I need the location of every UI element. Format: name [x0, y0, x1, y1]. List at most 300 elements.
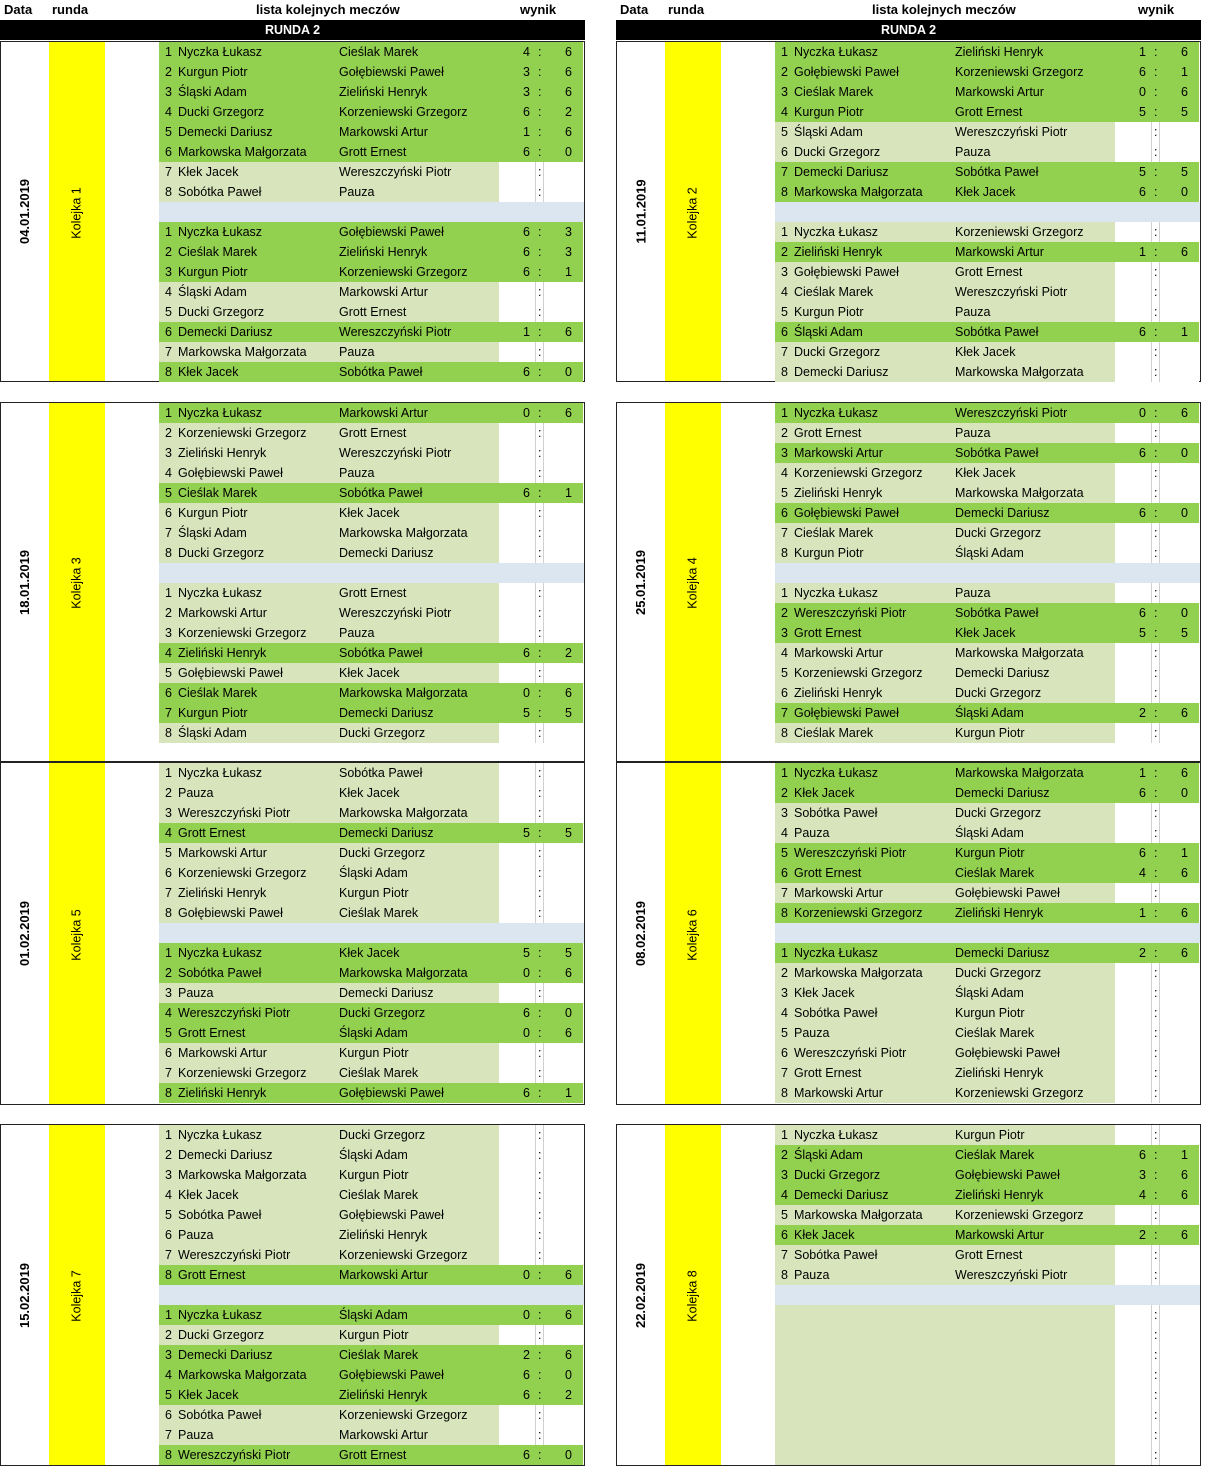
score-home[interactable]: 6 [1139, 606, 1146, 620]
cell-gridline [535, 723, 536, 743]
match-row[interactable] [775, 943, 1200, 963]
match-row[interactable] [775, 322, 1200, 342]
score-home[interactable]: 6 [523, 245, 530, 259]
score-away[interactable]: 1 [1181, 65, 1188, 79]
score-home[interactable]: 0 [1139, 85, 1146, 99]
match-row[interactable] [775, 1063, 1200, 1083]
score-home[interactable]: 3 [1139, 1168, 1146, 1182]
score-away[interactable]: 0 [565, 145, 572, 159]
match-row[interactable] [159, 1003, 584, 1023]
player-home: Kłek Jacek [178, 1188, 239, 1202]
score-away[interactable]: 0 [1181, 185, 1188, 199]
match-row[interactable] [159, 1165, 584, 1185]
score-away[interactable]: 6 [1181, 1188, 1188, 1202]
match-row[interactable] [159, 443, 584, 463]
score-away[interactable]: 2 [565, 1388, 572, 1402]
score-colon: : [1154, 305, 1158, 319]
match-row[interactable] [159, 683, 584, 703]
score-away[interactable]: 5 [565, 826, 572, 840]
match-row[interactable] [775, 82, 1200, 102]
score-away[interactable]: 6 [1181, 245, 1188, 259]
group-separator [775, 1285, 1200, 1305]
cell-gridline [535, 162, 536, 182]
player-away: Markowska Małgorzata [955, 365, 1084, 379]
score-colon: : [538, 586, 542, 600]
score-away[interactable]: 6 [1181, 85, 1188, 99]
score-away[interactable]: 6 [565, 966, 572, 980]
score-away[interactable]: 6 [1181, 766, 1188, 780]
match-row[interactable] [159, 1365, 584, 1385]
score-home[interactable]: 6 [523, 486, 530, 500]
score-home[interactable]: 6 [1139, 506, 1146, 520]
match-row[interactable] [775, 1185, 1200, 1205]
player-away: Śląski Adam [955, 826, 1024, 840]
match-row[interactable] [159, 483, 584, 503]
cell-gridline [543, 603, 544, 623]
player-home: Kłek Jacek [178, 365, 239, 379]
match-row[interactable] [775, 463, 1200, 483]
date-cell [617, 42, 665, 381]
cell-gridline [1151, 643, 1152, 663]
match-number: 3 [165, 626, 172, 640]
match-number: 7 [165, 165, 172, 179]
score-away[interactable]: 0 [565, 1006, 572, 1020]
score-away[interactable]: 3 [565, 245, 572, 259]
match-number: 2 [781, 65, 788, 79]
score-colon: : [538, 1168, 542, 1182]
score-away[interactable]: 6 [565, 65, 572, 79]
match-row[interactable] [159, 1445, 584, 1465]
score-home[interactable]: 6 [523, 145, 530, 159]
score-away[interactable]: 6 [1181, 946, 1188, 960]
score-home[interactable]: 6 [523, 105, 530, 119]
match-row[interactable] [159, 82, 584, 102]
score-away[interactable]: 1 [1181, 846, 1188, 860]
score-home[interactable]: 5 [1139, 165, 1146, 179]
match-row[interactable] [775, 523, 1200, 543]
match-row[interactable] [159, 883, 584, 903]
match-row[interactable] [775, 1165, 1200, 1185]
score-home[interactable]: 5 [523, 946, 530, 960]
match-row[interactable] [775, 222, 1200, 242]
score-home[interactable]: 0 [523, 966, 530, 980]
match-row[interactable] [775, 1083, 1200, 1103]
match-row[interactable] [159, 983, 584, 1003]
score-away[interactable]: 1 [1181, 1148, 1188, 1162]
match-row[interactable] [775, 643, 1200, 663]
match-row[interactable] [775, 583, 1200, 603]
match-row[interactable] [775, 1225, 1200, 1245]
match-row[interactable] [775, 823, 1200, 843]
score-colon: : [1154, 325, 1158, 339]
match-row[interactable] [775, 623, 1200, 643]
match-row[interactable] [775, 683, 1200, 703]
match-row[interactable] [159, 1425, 584, 1445]
match-row[interactable] [159, 1145, 584, 1165]
match-row[interactable] [775, 783, 1200, 803]
match-row[interactable] [159, 943, 584, 963]
score-home[interactable]: 4 [523, 45, 530, 59]
match-row[interactable] [159, 1225, 584, 1245]
match-row[interactable] [159, 423, 584, 443]
match-row[interactable] [159, 763, 584, 783]
match-row[interactable] [159, 963, 584, 983]
match-number: 6 [781, 1046, 788, 1060]
round-block [616, 1124, 1201, 1466]
match-row[interactable] [775, 803, 1200, 823]
score-home[interactable]: 1 [1139, 906, 1146, 920]
match-row[interactable] [159, 262, 584, 282]
cell-gridline [543, 463, 544, 483]
score-away[interactable]: 6 [565, 1308, 572, 1322]
score-home[interactable]: 6 [523, 365, 530, 379]
match-row[interactable] [159, 362, 584, 382]
score-home[interactable]: 0 [523, 1308, 530, 1322]
match-row[interactable] [775, 1265, 1200, 1285]
match-row[interactable] [159, 1265, 584, 1285]
match-row[interactable] [159, 723, 584, 743]
score-home[interactable]: 0 [523, 1268, 530, 1282]
match-row[interactable] [159, 663, 584, 683]
match-row[interactable] [159, 102, 584, 122]
match-row[interactable] [159, 1345, 584, 1365]
score-colon: : [538, 786, 542, 800]
empty-row [775, 1385, 1200, 1405]
score-home[interactable]: 6 [1139, 325, 1146, 339]
score-home[interactable]: 6 [523, 1368, 530, 1382]
match-row[interactable] [775, 1023, 1200, 1043]
score-home[interactable]: 6 [1139, 846, 1146, 860]
match-number: 5 [165, 125, 172, 139]
match-row[interactable] [775, 122, 1200, 142]
match-row[interactable] [775, 503, 1200, 523]
score-away[interactable]: 1 [565, 265, 572, 279]
score-home[interactable]: 5 [1139, 626, 1146, 640]
score-colon: : [1154, 1086, 1158, 1100]
score-home[interactable]: 2 [1139, 946, 1146, 960]
match-row[interactable] [159, 823, 584, 843]
score-away[interactable]: 5 [1181, 105, 1188, 119]
score-away[interactable]: 5 [565, 946, 572, 960]
player-away: Markowska Małgorzata [955, 766, 1084, 780]
match-row[interactable] [159, 1043, 584, 1063]
kolejka-cell [665, 763, 721, 1104]
player-away: Kłek Jacek [955, 626, 1016, 640]
score-away[interactable]: 6 [565, 325, 572, 339]
match-row[interactable] [775, 723, 1200, 743]
match-row[interactable] [159, 1185, 584, 1205]
match-row[interactable] [775, 1003, 1200, 1023]
score-home[interactable]: 0 [523, 1026, 530, 1040]
match-row[interactable] [159, 1305, 584, 1325]
score-home[interactable]: 4 [1139, 866, 1146, 880]
score-away[interactable]: 0 [565, 1368, 572, 1382]
player-away: Kłek Jacek [339, 786, 400, 800]
score-away[interactable]: 5 [1181, 626, 1188, 640]
match-row[interactable] [775, 1125, 1200, 1145]
empty-row [775, 1305, 1200, 1325]
player-away: Cieślak Marek [339, 1188, 419, 1202]
match-row[interactable] [159, 1083, 584, 1103]
score-away[interactable]: 6 [1181, 45, 1188, 59]
player-home: Śląski Adam [794, 125, 863, 139]
score-home[interactable]: 6 [523, 1448, 530, 1462]
match-row[interactable] [159, 162, 584, 182]
match-row[interactable] [159, 503, 584, 523]
match-row[interactable] [775, 1245, 1200, 1265]
match-row[interactable] [775, 182, 1200, 202]
match-row[interactable] [159, 603, 584, 623]
match-row[interactable] [159, 182, 584, 202]
score-home[interactable]: 1 [523, 325, 530, 339]
match-row[interactable] [775, 42, 1200, 62]
match-row[interactable] [775, 863, 1200, 883]
match-row[interactable] [775, 342, 1200, 362]
score-home[interactable]: 2 [1139, 706, 1146, 720]
player-home: Gołębiewski Paweł [178, 666, 283, 680]
match-number: 4 [165, 466, 172, 480]
match-row[interactable] [159, 1063, 584, 1083]
score-away[interactable]: 0 [1181, 786, 1188, 800]
match-row[interactable] [159, 863, 584, 883]
match-row[interactable] [159, 242, 584, 262]
player-home: Markowska Małgorzata [178, 345, 307, 359]
score-away[interactable]: 6 [1181, 906, 1188, 920]
score-home[interactable]: 1 [1139, 766, 1146, 780]
match-number: 5 [165, 1388, 172, 1402]
score-away[interactable]: 6 [1181, 1168, 1188, 1182]
score-home[interactable]: 1 [1139, 245, 1146, 259]
match-number: 5 [781, 666, 788, 680]
cell-gridline [535, 903, 536, 923]
score-home[interactable]: 6 [1139, 786, 1146, 800]
score-away[interactable]: 0 [565, 1448, 572, 1462]
score-home[interactable]: 0 [1139, 406, 1146, 420]
player-away: Demecki Dariusz [339, 826, 434, 840]
score-away[interactable]: 6 [565, 406, 572, 420]
match-row[interactable] [775, 62, 1200, 82]
match-row[interactable] [159, 322, 584, 342]
match-row[interactable] [159, 463, 584, 483]
match-row[interactable] [159, 623, 584, 643]
score-home[interactable]: 1 [523, 125, 530, 139]
cell-gridline [1159, 1023, 1160, 1043]
score-home[interactable]: 3 [523, 65, 530, 79]
match-row[interactable] [775, 423, 1200, 443]
score-home[interactable]: 6 [1139, 65, 1146, 79]
match-number: 1 [165, 1308, 172, 1322]
player-home: Cieślak Marek [178, 686, 258, 700]
score-colon: : [538, 1428, 542, 1442]
score-home[interactable]: 5 [1139, 105, 1146, 119]
match-row[interactable] [775, 603, 1200, 623]
match-row[interactable] [775, 843, 1200, 863]
score-home[interactable]: 2 [1139, 1228, 1146, 1242]
score-home[interactable]: 4 [1139, 1188, 1146, 1202]
player-home: Śląski Adam [178, 85, 247, 99]
match-row[interactable] [159, 523, 584, 543]
score-away[interactable]: 6 [1181, 1228, 1188, 1242]
score-home[interactable]: 6 [1139, 1148, 1146, 1162]
match-row[interactable] [159, 342, 584, 362]
match-row[interactable] [159, 42, 584, 62]
match-row[interactable] [159, 1245, 584, 1265]
score-away[interactable]: 6 [565, 125, 572, 139]
score-away[interactable]: 6 [565, 1026, 572, 1040]
match-row[interactable] [159, 62, 584, 82]
match-row[interactable] [159, 403, 584, 423]
match-row[interactable] [775, 1205, 1200, 1225]
cell-gridline [1151, 723, 1152, 743]
match-row[interactable] [775, 102, 1200, 122]
match-row[interactable] [775, 663, 1200, 683]
score-home[interactable]: 6 [523, 1086, 530, 1100]
score-away[interactable]: 6 [1181, 706, 1188, 720]
score-colon: : [1154, 986, 1158, 1000]
match-row[interactable] [775, 903, 1200, 923]
player-away: Kurgun Piotr [955, 1128, 1025, 1142]
match-row[interactable] [775, 963, 1200, 983]
match-row[interactable] [775, 282, 1200, 302]
score-home[interactable]: 0 [523, 406, 530, 420]
score-away[interactable]: 5 [1181, 165, 1188, 179]
match-row[interactable] [159, 1125, 584, 1145]
score-home[interactable]: 6 [523, 225, 530, 239]
score-away[interactable]: 6 [565, 1268, 572, 1282]
match-row[interactable] [159, 1205, 584, 1225]
score-away[interactable]: 6 [565, 686, 572, 700]
score-home[interactable]: 1 [1139, 45, 1146, 59]
cell-gridline [1159, 483, 1160, 503]
score-home[interactable]: 6 [523, 265, 530, 279]
player-home: Demecki Dariusz [794, 1188, 889, 1202]
score-away[interactable]: 2 [565, 646, 572, 660]
player-home: Markowska Małgorzata [178, 1368, 307, 1382]
score-away[interactable]: 6 [1181, 866, 1188, 880]
match-row[interactable] [775, 162, 1200, 182]
score-home[interactable]: 5 [523, 826, 530, 840]
match-number: 7 [165, 526, 172, 540]
score-home[interactable]: 6 [523, 646, 530, 660]
match-row[interactable] [159, 583, 584, 603]
cell-gridline [535, 282, 536, 302]
match-row[interactable] [775, 142, 1200, 162]
score-away[interactable]: 1 [565, 1086, 572, 1100]
score-away[interactable]: 0 [1181, 506, 1188, 520]
score-away[interactable]: 6 [1181, 406, 1188, 420]
match-row[interactable] [775, 1043, 1200, 1063]
score-away[interactable]: 0 [1181, 606, 1188, 620]
score-colon: : [538, 1268, 542, 1282]
match-row[interactable] [159, 1385, 584, 1405]
match-row[interactable] [775, 403, 1200, 423]
match-row[interactable] [775, 483, 1200, 503]
score-colon: : [538, 1368, 542, 1382]
cell-gridline [535, 1185, 536, 1205]
kolejka-label-wrap [49, 403, 105, 763]
match-row[interactable] [159, 643, 584, 663]
score-colon: : [538, 1128, 542, 1142]
match-row[interactable] [159, 903, 584, 923]
score-home[interactable]: 6 [523, 1006, 530, 1020]
score-away[interactable]: 0 [565, 365, 572, 379]
score-away[interactable]: 6 [565, 85, 572, 99]
score-colon: : [1154, 1046, 1158, 1060]
match-row[interactable] [775, 883, 1200, 903]
match-row[interactable] [775, 262, 1200, 282]
match-list [159, 403, 584, 743]
match-row[interactable] [159, 783, 584, 803]
match-row[interactable] [159, 122, 584, 142]
cell-gridline [535, 603, 536, 623]
player-home: Cieślak Marek [794, 85, 874, 99]
match-row[interactable] [775, 543, 1200, 563]
match-row[interactable] [775, 302, 1200, 322]
match-row[interactable] [159, 282, 584, 302]
match-row[interactable] [159, 703, 584, 723]
match-row[interactable] [775, 983, 1200, 1003]
score-colon: : [1154, 1026, 1158, 1040]
score-home[interactable]: 2 [523, 1348, 530, 1362]
cell-gridline [543, 1425, 544, 1445]
match-row[interactable] [159, 1325, 584, 1345]
match-row[interactable] [159, 1405, 584, 1425]
match-number: 6 [165, 1046, 172, 1060]
score-home[interactable]: 5 [523, 706, 530, 720]
cell-gridline [1159, 1003, 1160, 1023]
match-number: 3 [165, 1348, 172, 1362]
score-colon: : [1154, 1128, 1158, 1142]
score-home[interactable]: 6 [1139, 446, 1146, 460]
player-away: Ducki Grzegorz [955, 526, 1042, 540]
match-row[interactable] [775, 763, 1200, 783]
match-row[interactable] [159, 142, 584, 162]
score-home[interactable]: 0 [523, 686, 530, 700]
match-row[interactable] [775, 1145, 1200, 1165]
match-row[interactable] [775, 443, 1200, 463]
match-row[interactable] [159, 302, 584, 322]
group-separator [775, 202, 1200, 222]
score-away[interactable]: 0 [1181, 446, 1188, 460]
score-home[interactable]: 3 [523, 85, 530, 99]
score-away[interactable]: 6 [565, 45, 572, 59]
score-away[interactable]: 1 [1181, 325, 1188, 339]
empty-row [775, 1365, 1200, 1385]
score-home[interactable]: 6 [1139, 185, 1146, 199]
score-away[interactable]: 1 [565, 486, 572, 500]
match-row[interactable] [159, 803, 584, 823]
score-away[interactable]: 3 [565, 225, 572, 239]
score-home[interactable]: 6 [523, 1388, 530, 1402]
player-away: Kłek Jacek [955, 185, 1016, 199]
match-row[interactable] [775, 242, 1200, 262]
match-row[interactable] [159, 843, 584, 863]
match-row[interactable] [159, 222, 584, 242]
cell-gridline [1151, 1043, 1152, 1063]
match-row[interactable] [775, 362, 1200, 382]
cell-gridline [535, 623, 536, 643]
match-row[interactable] [775, 703, 1200, 723]
score-away[interactable]: 2 [565, 105, 572, 119]
match-row[interactable] [159, 543, 584, 563]
match-row[interactable] [159, 1023, 584, 1043]
score-away[interactable]: 5 [565, 706, 572, 720]
score-colon: : [538, 1188, 542, 1202]
kolejka-label: Kolejka 8 [686, 1270, 700, 1322]
score-away[interactable]: 6 [565, 1348, 572, 1362]
cell-gridline [535, 1405, 536, 1425]
cell-gridline [1151, 543, 1152, 563]
